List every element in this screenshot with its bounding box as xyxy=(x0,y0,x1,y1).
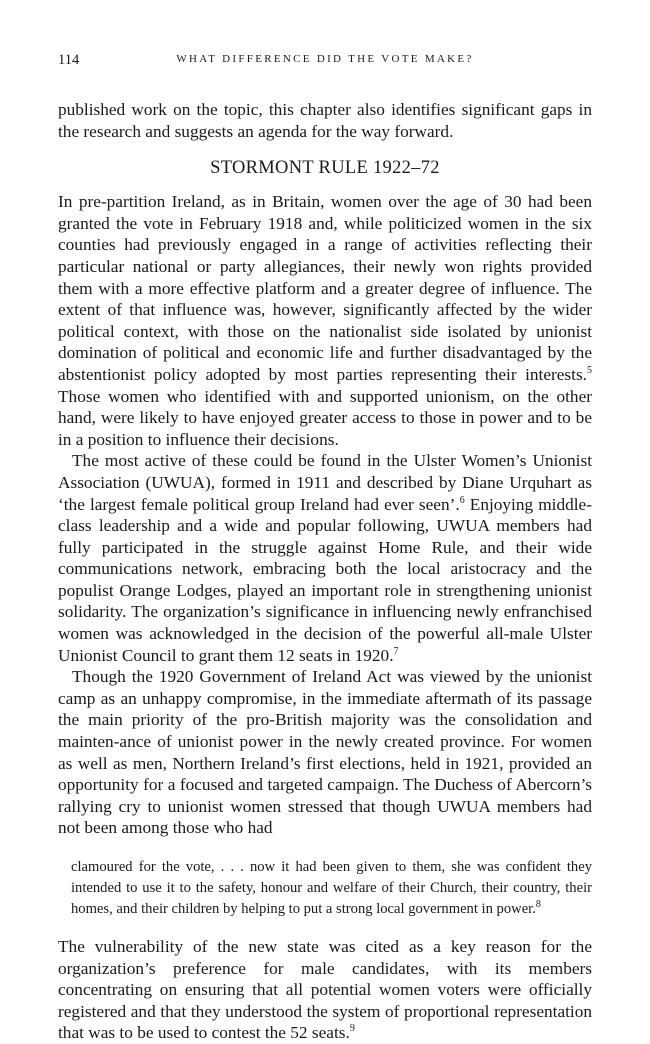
intro-paragraph xyxy=(58,99,592,142)
paragraph-1-text-a: In pre-partition Ireland, as in Britain, women over the age of 30 had been granted the vote in February 1918 and, while politicized women in the six counties had previously engaged in a range of activities reflecting their particular national or party allegiances, their newly won rights provided them with a more effective platform and a greater degree of influence. The extent of that influence was, however, significantly affected by the wider political context, with those on the nationalist side isolated by unionist domination of political and economic life and further disadvantaged by the abstentionist policy adopted by most parties representing their interests. xyxy=(58,192,592,384)
paragraph-3-text: Though the 1920 Government of Ireland Act was viewed by the unionist camp as an unhappy compromise, in the immediate aftermath of its passage the main priority of the pro-British majority was the consolidation and mainten-ance of unionist power in the newly created province. For women as well as men, Northern Ireland’s first elections, held in 1921, provided an opportunity for a focused and targeted campaign. The Duchess of Abercorn’s rallying cry to unionist women stressed that though UWUA members had not been among those who had xyxy=(58,667,592,838)
paragraph-1-text-b: Those women who identified with and supported unionism, on the other hand, were likely to have enjoyed greater access to those in power and to be in a position to influence their decisions. xyxy=(58,386,592,449)
footnote-ref-8[interactable]: 8 xyxy=(535,899,541,911)
intro-paragraph-text: published work on the topic, this chapter also identifies significant gaps in the research and suggests an agenda for the way forward. xyxy=(58,100,592,141)
block-quote xyxy=(71,857,592,920)
section-heading: STORMONT RULE 1922–72 xyxy=(210,158,440,179)
paragraph-2-text-a: The most active of these could be found in the Ulster Women’s Unionist Association (UWUA), formed in 1911 and described by Diane Urquhart as ‘the largest female political group Ireland had ever seen’. xyxy=(58,451,592,514)
block-quote-text: clamoured for the vote, . . . now it had been given to them, she was confident they intended to use it to the safety, honour and welfare of their Church, their country, their homes, and their children by helping to put a strong local government in power. xyxy=(71,859,592,917)
running-title: WHAT DIFFERENCE DID THE VOTE MAKE? xyxy=(176,53,474,65)
paragraph-2 xyxy=(58,450,592,666)
paragraph-3 xyxy=(58,666,592,839)
paragraph-1 xyxy=(58,191,592,450)
page-number: 114 xyxy=(58,52,80,68)
footnote-ref-7[interactable]: 7 xyxy=(393,645,399,657)
footnote-ref-9[interactable]: 9 xyxy=(349,1023,355,1035)
footnote-ref-5[interactable]: 5 xyxy=(587,365,592,377)
paragraph-2-text-b: Enjoying middle-class leadership and a wide and popular following, UWUA members had fully participated in the struggle against Home Rule, and their wide communications network, embracing both the local aristocracy and the populist Orange Lodges, played an important role in strengthening unionist solidarity. The organization’s significance in influencing newly enfranchised women was acknowledged in the decision of the powerful all-male Ulster Unionist Council to grant them 12 seats in 1920. xyxy=(58,494,592,665)
footnote-ref-6[interactable]: 6 xyxy=(459,494,465,506)
body-text xyxy=(58,99,592,1044)
paragraph-4-text: The vulnerability of the new state was cited as a key reason for the organization’s preference for male candidates, with its members concentrating on ensuring that all potential women voters were officially registered and that they understood the system of proportional representation that was to be used to contest the 52 seats. xyxy=(58,937,592,1043)
running-head xyxy=(58,52,592,72)
paragraph-4 xyxy=(58,936,592,1044)
